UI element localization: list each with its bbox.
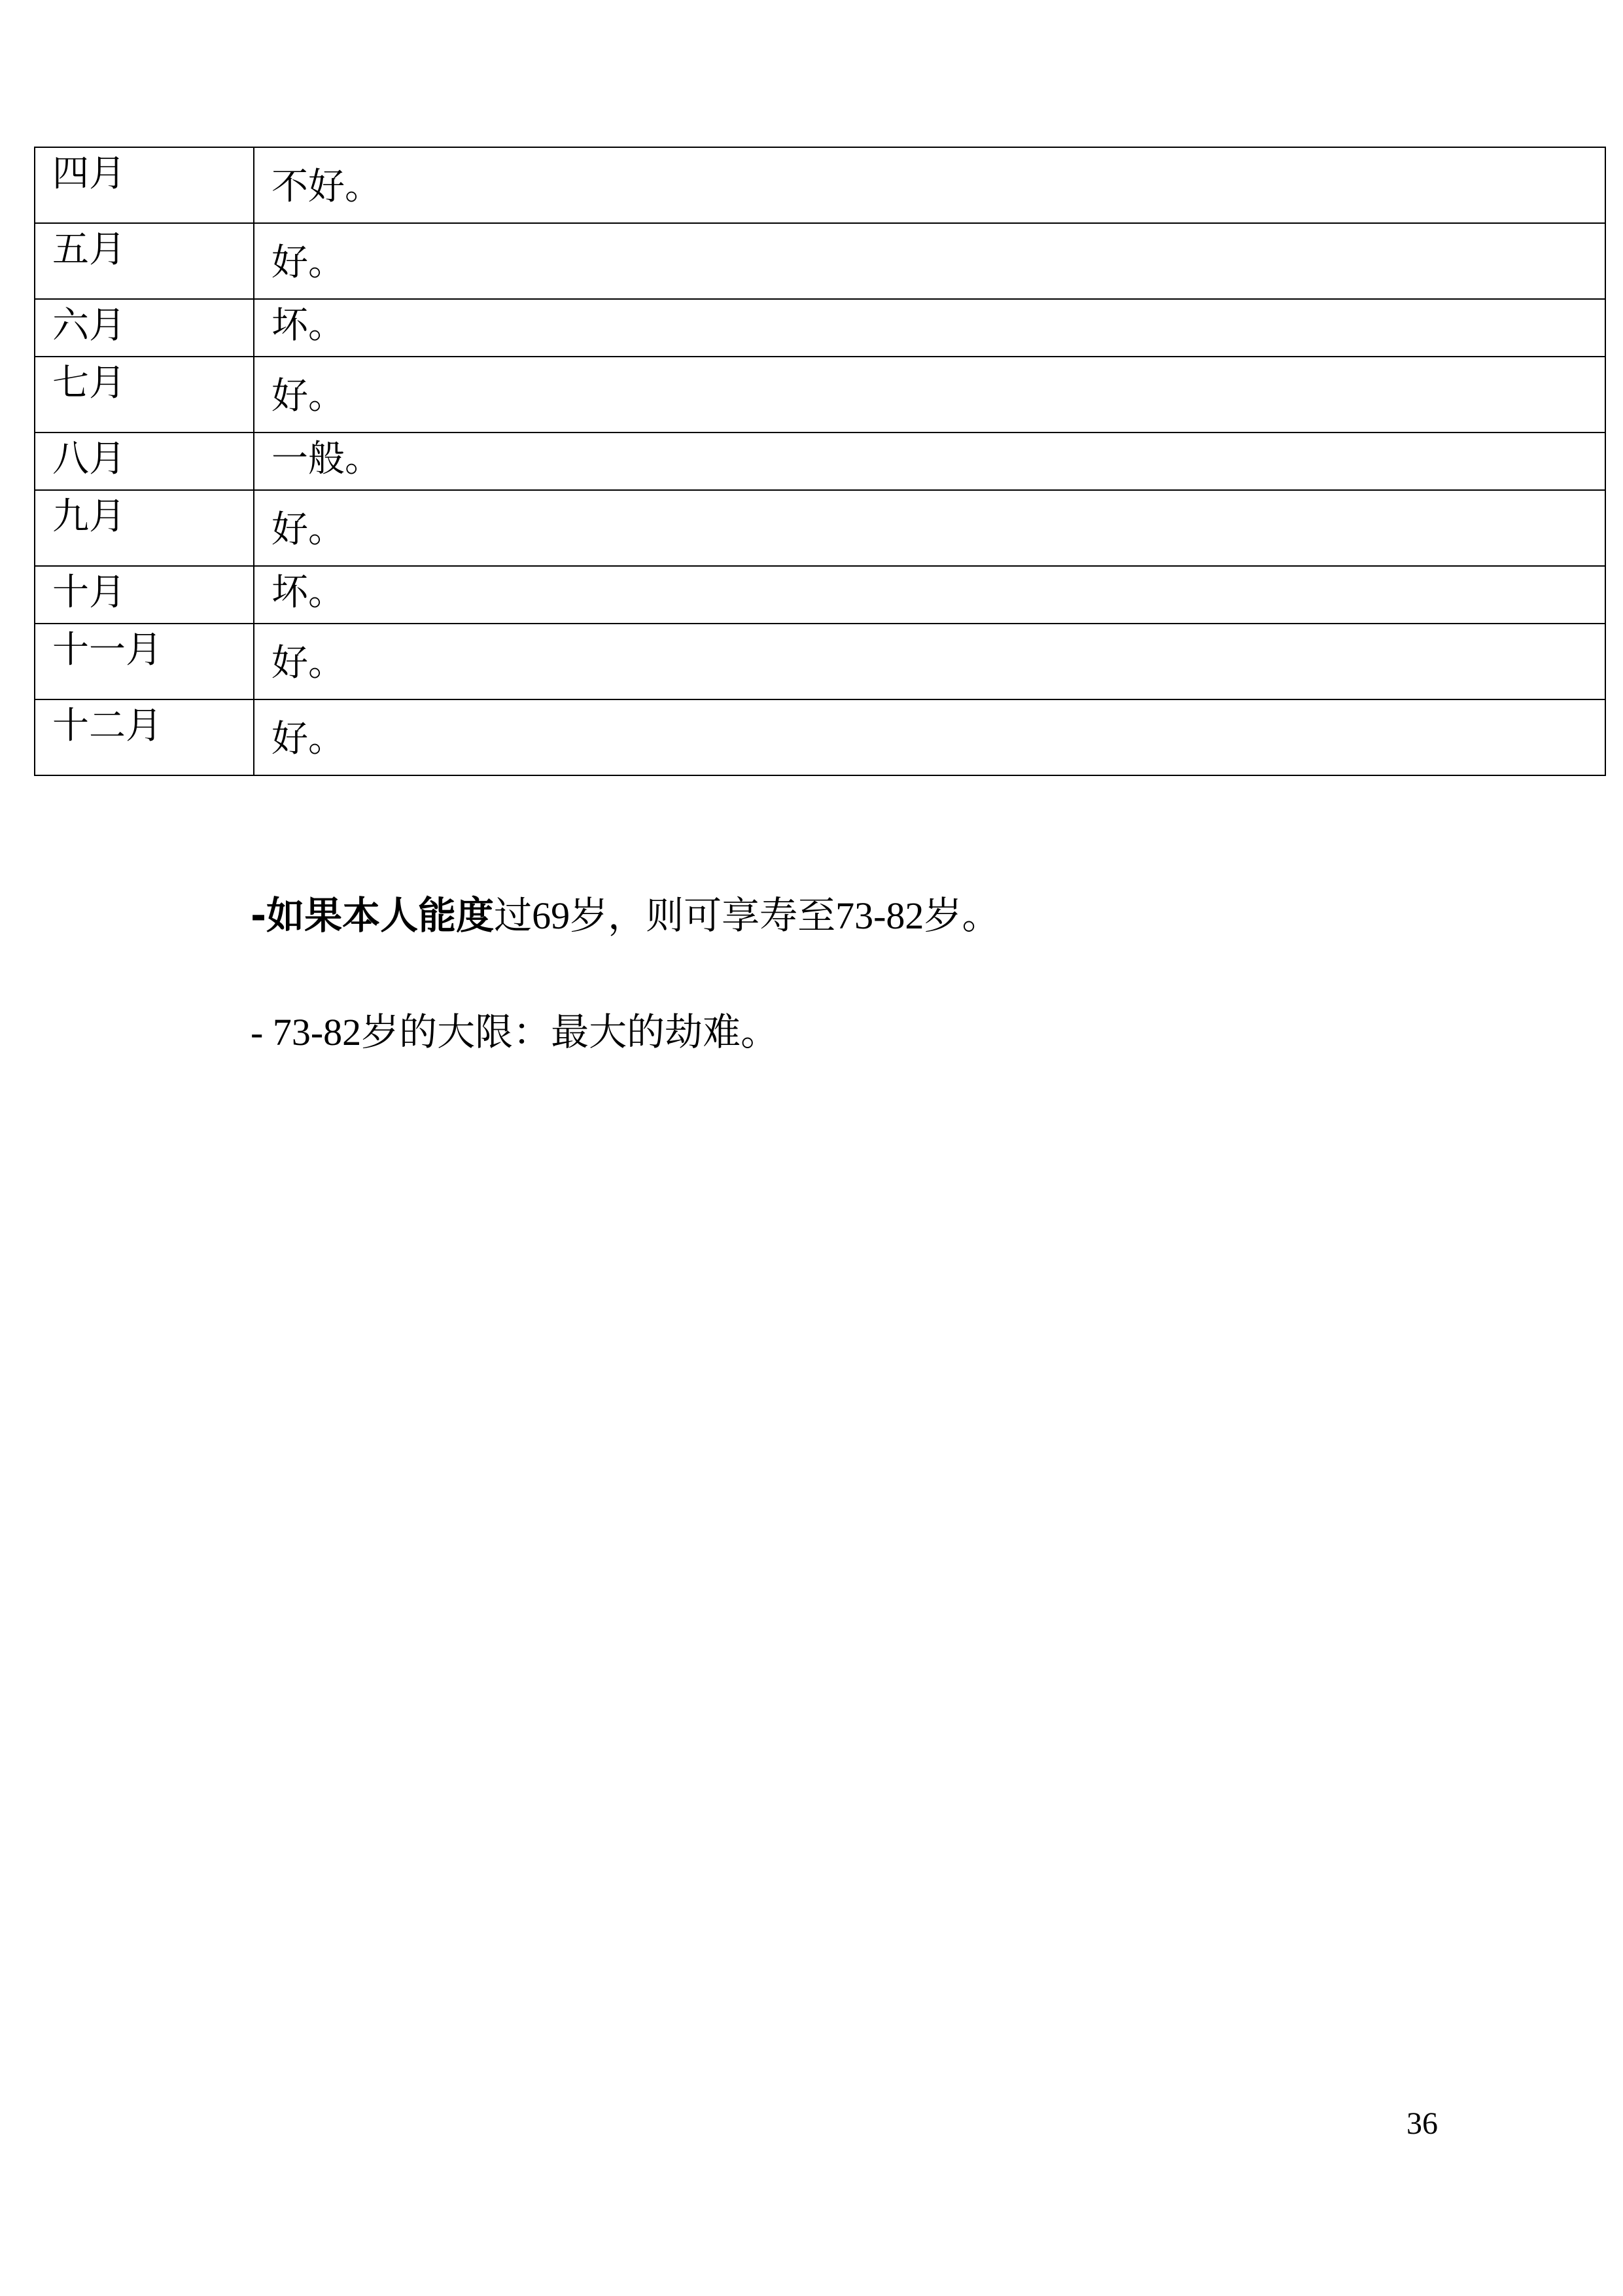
month-label: 四月 <box>52 152 126 195</box>
value-cell <box>254 699 1605 775</box>
value-cell <box>254 433 1605 490</box>
table-row <box>35 624 1605 699</box>
month-cell <box>35 357 254 433</box>
month-label: 六月 <box>52 304 126 347</box>
value-cell <box>254 490 1605 566</box>
value-cell <box>254 147 1605 223</box>
monthly-fortune-table <box>34 147 1606 776</box>
month-label: 八月 <box>52 438 126 480</box>
fortune-value: 好。 <box>271 375 345 417</box>
table-row <box>35 147 1605 223</box>
table-row <box>35 699 1605 775</box>
month-cell <box>35 147 254 223</box>
month-label: 七月 <box>52 362 126 404</box>
table-row <box>35 490 1605 566</box>
table-row <box>35 433 1605 490</box>
table-row <box>35 566 1605 624</box>
month-cell <box>35 624 254 699</box>
month-cell <box>35 490 254 566</box>
great-limit-range: - 73-82 <box>251 1011 362 1053</box>
month-label: 九月 <box>52 495 126 538</box>
month-label: 十一月 <box>52 629 162 671</box>
value-cell <box>254 624 1605 699</box>
fortune-value: 好。 <box>271 508 345 551</box>
fortune-value: 不好。 <box>271 166 381 208</box>
lifespan-note-text: 岁，则可享寿至 <box>570 893 836 938</box>
month-cell <box>35 699 254 775</box>
month-label: 十月 <box>52 571 126 614</box>
fortune-value: 好。 <box>271 718 345 760</box>
lifespan-note-bold: -如果本人能度 <box>251 893 495 938</box>
table-row <box>35 299 1605 357</box>
value-cell <box>254 223 1605 299</box>
month-label: 五月 <box>52 228 126 271</box>
month-cell <box>35 566 254 624</box>
month-cell <box>35 223 254 299</box>
value-cell <box>254 357 1605 433</box>
table-row <box>35 223 1605 299</box>
fortune-value: 坏。 <box>271 304 345 347</box>
fortune-value: 一般。 <box>271 438 381 480</box>
great-limit-note <box>251 1010 779 1054</box>
lifespan-note-range: 73-82 <box>835 894 924 937</box>
month-label: 十二月 <box>52 705 162 747</box>
value-cell <box>254 566 1605 624</box>
lifespan-note <box>251 893 1000 938</box>
page-number: 36 <box>1406 2106 1438 2141</box>
lifespan-note-text: 岁。 <box>924 893 1000 938</box>
table-row <box>35 357 1605 433</box>
fortune-value: 好。 <box>271 642 345 684</box>
value-cell <box>254 299 1605 357</box>
fortune-value: 坏。 <box>271 571 345 614</box>
lifespan-note-age: 69 <box>532 894 570 937</box>
great-limit-text: 岁的大限：最大的劫难。 <box>361 1010 779 1054</box>
lifespan-note-text: 过 <box>494 893 532 938</box>
fortune-value: 好。 <box>271 241 345 284</box>
month-cell <box>35 433 254 490</box>
month-cell <box>35 299 254 357</box>
